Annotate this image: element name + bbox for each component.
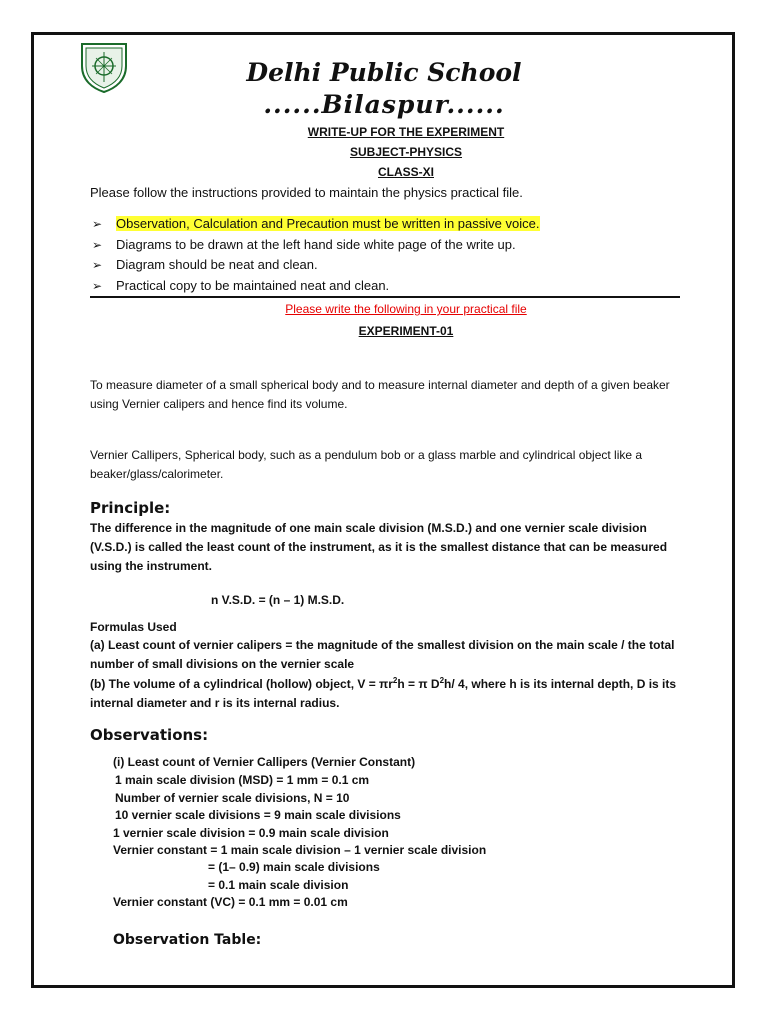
observation-line: Vernier constant (VC) = 0.1 mm = 0.01 cm [113,895,348,909]
subject-heading: SUBJECT-PHYSICS [349,145,463,159]
principle-text: The difference in the magnitude of one main scale division (M.S.D.) and one vernier scale division (V.S.D.) is called the least count of the instrument, as it is the smallest distance that can be measured using the instrument. [90,521,668,573]
observation-line: = 0.1 main scale division [208,878,349,892]
aim-text: To measure diameter of a small spherical body and to measure internal diameter and depth of a given beaker using Vernier calipers and hence find its volume. [90,378,670,411]
formulas-heading: Formulas Used [90,620,177,634]
divider [90,296,680,298]
arrow-bullet-icon: ➢ [92,258,103,272]
list-item: ➢ Observation, Calculation and Precaution must be written in passive voice. [92,214,540,235]
class-heading: CLASS-XI [377,165,434,179]
observation-line: 1 main scale division (MSD) = 1 mm = 0.1 cm [115,773,370,787]
observation-table-heading: Observation Table: [113,932,262,948]
list-item: ➢ Diagram should be neat and clean. [92,255,540,276]
observation-line: = (1– 0.9) main scale divisions [208,860,380,874]
observations-heading: Observations: [90,726,209,744]
formula-a: (a) Least count of vernier calipers = the magnitude of the smallest division on the main scale / the total number of small divisions on the vernier scale [90,638,675,671]
observation-line: (i) Least count of Vernier Callipers (Vernier Constant) [113,755,416,769]
observation-line: 1 vernier scale division = 0.9 main scale division [113,826,389,840]
list-item: ➢ Practical copy to be maintained neat and clean. [92,276,540,297]
notice-text: Please write the following in your practical file [285,302,527,316]
observation-line: Number of vernier scale divisions, N = 10 [115,791,350,805]
formula-b: (b) The volume of a cylindrical (hollow) object, $V = \pi r^2h = \pi$ $D^2h/$ 4, where h is its internal depth, D is its internal diameter and r is its internal radius. [90,676,677,710]
list-item: ➢ Diagrams to be drawn at the left hand side white page of the write up. [92,235,540,256]
instructions-intro: Please follow the instructions provided to maintain the physics practical file. [90,185,523,200]
school-location: ......Bilaspur...... [263,90,505,119]
arrow-bullet-icon: ➢ [92,237,103,252]
observation-line: Vernier constant = 1 main scale division – 1 vernier scale division [113,843,487,857]
observation-line: 10 vernier scale divisions = 9 main scale divisions [115,808,401,822]
instruction-list [92,214,540,296]
writeup-title: WRITE-UP FOR THE EXPERIMENT [307,125,505,139]
principle-equation: n V.S.D. = (n – 1) M.S.D. [211,593,345,607]
arrow-bullet-icon: ➢ [92,278,103,293]
experiment-title: EXPERIMENT-01 [358,324,454,338]
arrow-bullet-icon: ➢ [92,217,103,231]
principle-heading: Principle: [90,499,171,517]
school-name: Delhi Public School [246,58,522,87]
apparatus-text: Vernier Callipers, Spherical body, such as a pendulum bob or a glass marble and cylindrical object like a beaker/glass/calorimeter. [90,448,643,481]
